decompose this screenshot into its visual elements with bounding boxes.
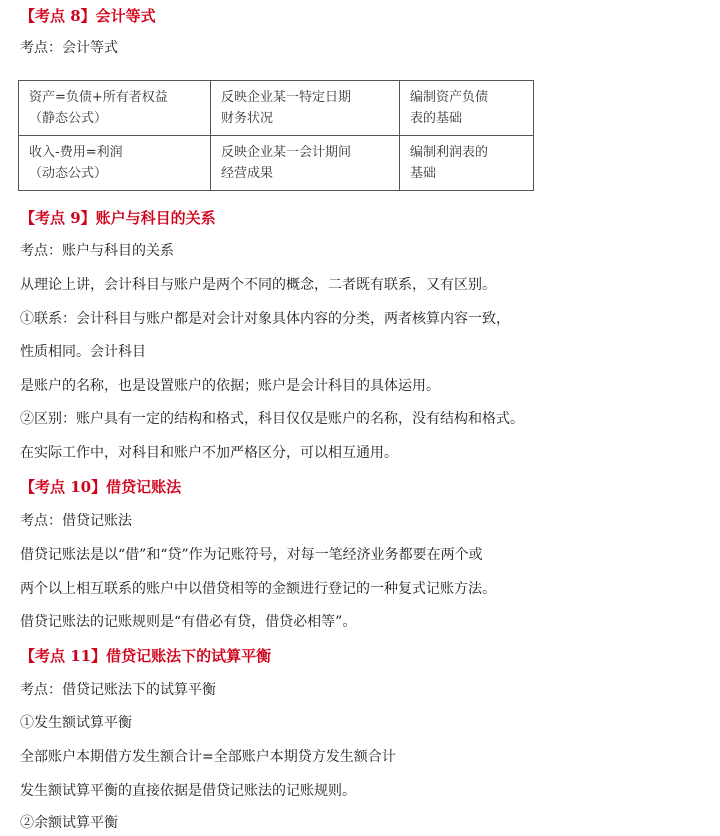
- paragraph-line: 借贷记账法的记账规则是“有借必有贷，借贷必相等”。: [20, 614, 357, 630]
- paragraph-line: 发生额试算平衡的直接依据是借贷记账法的记账规则。: [20, 783, 356, 799]
- section-heading-9: 【考点 9】账户与科目的关系: [20, 209, 216, 227]
- section-heading-10: 【考点 10】借贷记账法: [20, 478, 182, 496]
- paragraph-line: 两个以上相互联系的账户中以借贷相等的金额进行登记的一种复式记账方法。: [20, 581, 496, 597]
- section-heading-8: 【考点 8】会计等式: [20, 7, 156, 25]
- section-subheading-11: 考点：借贷记账法下的试算平衡: [20, 682, 216, 698]
- paragraph-line: ②余额试算平衡: [20, 815, 118, 831]
- cell-text: 经营成果: [221, 166, 274, 181]
- paragraph-line: 从理论上讲，会计科目与账户是两个不同的概念，二者既有联系，又有区别。: [20, 277, 496, 293]
- table-cell: [211, 81, 400, 136]
- cell-text: （静态公式）: [29, 111, 108, 126]
- table-cell: [19, 81, 211, 136]
- cell-text: 收入-费用=利润: [29, 145, 123, 160]
- paragraph-line: 在实际工作中，对科目和账户不加严格区分，可以相互通用。: [20, 445, 398, 461]
- section-subheading-10: 考点：借贷记账法: [20, 513, 132, 529]
- table-row: [19, 81, 534, 136]
- cell-text: 编制资产负债: [410, 90, 489, 105]
- table-cell: [400, 81, 534, 136]
- cell-text: 反映企业某一特定日期: [221, 90, 352, 105]
- cell-text: （动态公式）: [29, 166, 108, 181]
- cell-text: 编制利润表的: [410, 145, 489, 160]
- paragraph-line: ①发生额试算平衡: [20, 715, 132, 731]
- cell-text: 基础: [410, 166, 437, 181]
- paragraph-line: 是账户的名称，也是设置账户的依据；账户是会计科目的具体运用。: [20, 378, 440, 394]
- paragraph-line: ②区别：账户具有一定的结构和格式，科目仅仅是账户的名称，没有结构和格式。: [20, 411, 524, 427]
- section-heading-11: 【考点 11】借贷记账法下的试算平衡: [20, 647, 272, 665]
- cell-text: 财务状况: [221, 111, 274, 126]
- section-subheading-9: 考点：账户与科目的关系: [20, 243, 174, 259]
- paragraph-line: 全部账户本期借方发生额合计=全部账户本期贷方发生额合计: [20, 749, 396, 765]
- cell-text: 表的基础: [410, 111, 463, 126]
- cell-text: 资产=负债+所有者权益: [29, 90, 168, 105]
- section-subheading-8: 考点：会计等式: [20, 40, 118, 56]
- paragraph-line: 性质相同。会计科目: [20, 344, 146, 360]
- table-cell: [400, 136, 534, 191]
- paragraph-line: ①联系：会计科目与账户都是对会计对象具体内容的分类，两者核算内容一致，: [20, 311, 510, 327]
- table-row: [19, 136, 534, 191]
- table-cell: [211, 136, 400, 191]
- paragraph-line: 借贷记账法是以“借”和“贷”作为记账符号，对每一笔经济业务都要在两个或: [20, 547, 483, 563]
- table-cell: [19, 136, 211, 191]
- cell-text: 反映企业某一会计期间: [221, 145, 352, 160]
- accounting-equation-table: [18, 80, 534, 191]
